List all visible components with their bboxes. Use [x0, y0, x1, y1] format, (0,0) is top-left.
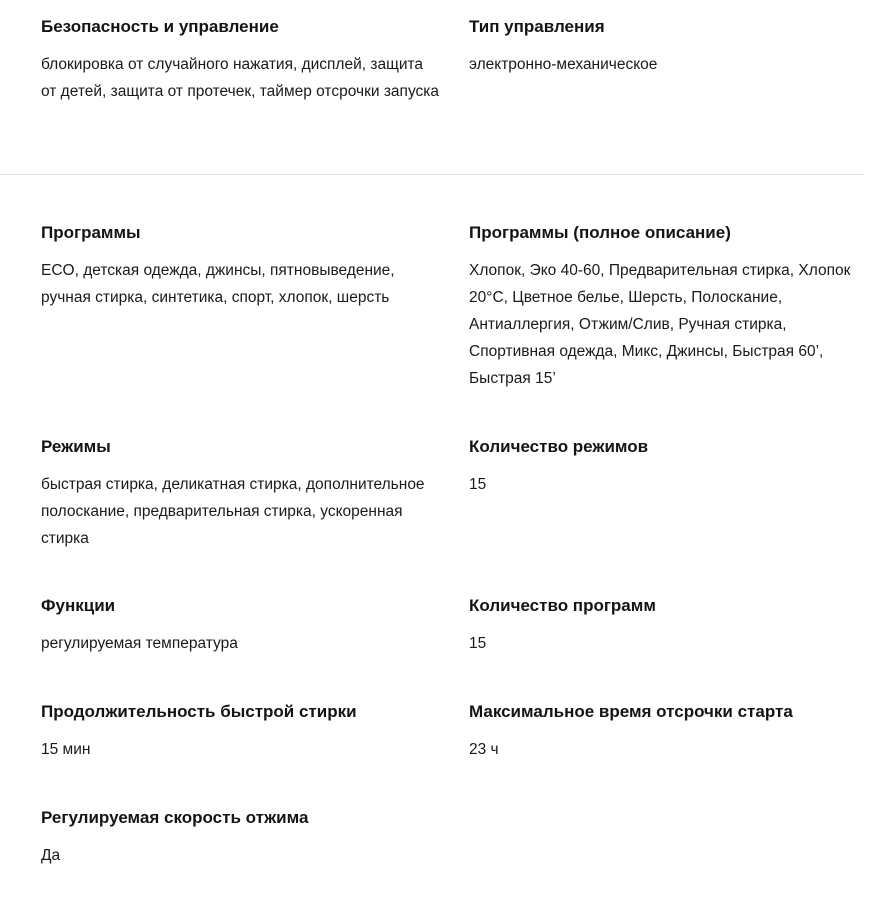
- spec-functions: [41, 596, 441, 657]
- spec-label: Функции: [41, 596, 116, 615]
- spec-label: Режимы: [41, 437, 111, 456]
- spec-control-type: [469, 17, 869, 78]
- spec-value: блокировка от случайного нажатия, дисплей, защита от детей, защита от протечек, таймер отсрочки запуска: [41, 56, 440, 100]
- spec-safety-and-control: [41, 17, 441, 105]
- spec-label: Регулируемая скорость отжима: [41, 808, 309, 827]
- spec-programs-full: [469, 223, 869, 392]
- spec-label: Продолжительность быстрой стирки: [41, 702, 357, 721]
- spec-label: Количество программ: [469, 596, 656, 615]
- spec-value: регулируемая температура: [41, 635, 238, 652]
- spec-value: Хлопок, Эко 40-60, Предварительная стирка, Хлопок 20°C, Цветное белье, Шерсть, Полоскание, Антиаллергия, Отжим/Слив, Ручная стирка, Спортивная одежда, Микс, Джинсы, Быстрая 60’, Быстрая 15’: [469, 262, 851, 387]
- spec-programs-count: [469, 596, 869, 657]
- spec-programs: [41, 223, 441, 311]
- spec-value: 23 ч: [469, 741, 499, 758]
- spec-label: Программы (полное описание): [469, 223, 731, 242]
- spec-label: Количество режимов: [469, 437, 649, 456]
- spec-value: 15: [469, 635, 487, 652]
- spec-modes: [41, 437, 441, 552]
- spec-label: Безопасность и управление: [41, 17, 279, 36]
- spec-label: Максимальное время отсрочки старта: [469, 702, 793, 721]
- spec-max-delay: [469, 702, 869, 763]
- spec-value: быстрая стирка, деликатная стирка, дополнительное полоскание, предварительная стирка, ускоренная стирка: [41, 476, 425, 547]
- spec-value: ECO, детская одежда, джинсы, пятновыведение, ручная стирка, синтетика, спорт, хлопок, шерсть: [41, 262, 395, 306]
- spec-value: электронно-механическое: [469, 56, 658, 73]
- spec-label: Тип управления: [469, 17, 605, 36]
- spec-value: 15: [469, 476, 487, 493]
- spec-spin-speed-adjustable: [41, 808, 441, 869]
- spec-value: Да: [41, 847, 61, 864]
- spec-quick-wash-duration: [41, 702, 441, 763]
- spec-label: Программы: [41, 223, 141, 242]
- section-divider: [0, 174, 864, 175]
- spec-value: 15 мин: [41, 741, 91, 758]
- spec-modes-count: [469, 437, 869, 498]
